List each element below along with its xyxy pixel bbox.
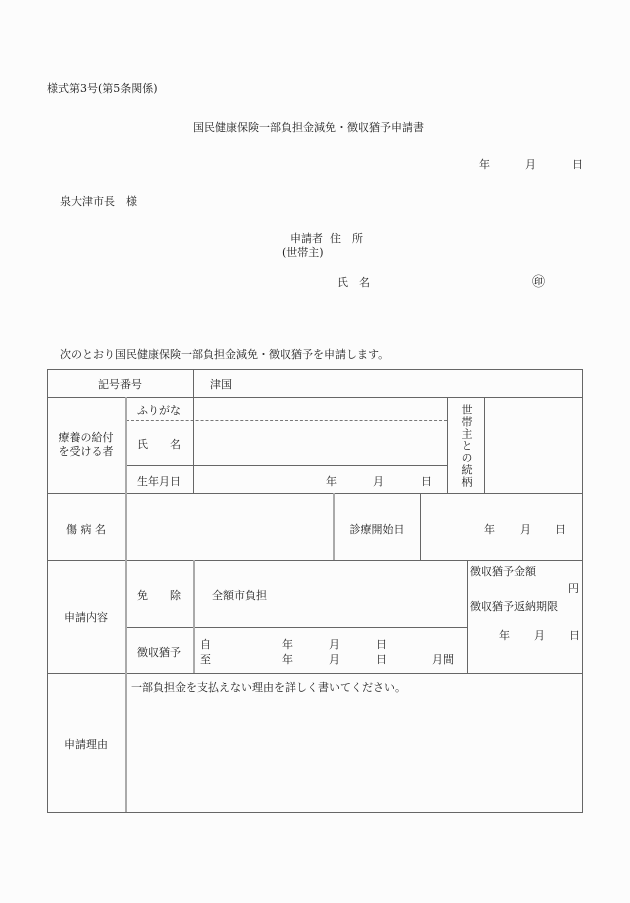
reason-instruction: 一部負担金を支払えない理由を詳しく書いてください。 xyxy=(131,681,406,694)
deferral-from-year[interactable]: 年 xyxy=(282,638,293,651)
reason-field[interactable] xyxy=(127,695,581,811)
householder-label: (世帯主) xyxy=(282,246,324,259)
exemption-label: 免 除 xyxy=(137,589,181,602)
reason-label: 申請理由 xyxy=(64,738,108,751)
deferral-from-month[interactable]: 月 xyxy=(329,638,340,651)
recipient-name-field[interactable] xyxy=(194,421,446,464)
symbol-number-field[interactable]: 津国 xyxy=(210,378,232,391)
treatment-start-label: 診療開始日 xyxy=(349,523,405,536)
page-title: 国民健康保険一部負担金減免・徴収猶予申請書 xyxy=(193,121,424,134)
form-number: 様式第3号(第5条関係) xyxy=(47,82,158,95)
deferral-from-prefix: 自 xyxy=(200,638,211,651)
deferral-period[interactable]: 月間 xyxy=(432,653,454,666)
relation-label: 世帯主との続柄 xyxy=(460,404,473,488)
deferral-to-day[interactable]: 日 xyxy=(376,653,387,666)
birthdate-day[interactable]: 日 xyxy=(421,475,432,488)
recipient-label: 療養の給付 を受ける者 xyxy=(58,431,114,458)
deferral-label: 徴収猶予 xyxy=(137,646,181,659)
furigana-label: ふりがな xyxy=(137,404,181,417)
deferral-deadline-day[interactable]: 日 xyxy=(569,629,580,642)
disease-field[interactable] xyxy=(127,494,332,559)
deferral-deadline-month[interactable]: 月 xyxy=(534,629,545,642)
date-month: 月 xyxy=(525,158,536,171)
furigana-field[interactable] xyxy=(194,398,446,419)
applicant-name-label: 氏 名 xyxy=(337,276,370,289)
treatment-start-day[interactable]: 日 xyxy=(555,523,566,536)
request-content-label: 申請内容 xyxy=(64,611,108,624)
intro-text: 次のとおり国民健康保険一部負担金減免・徴収猶予を申請します。 xyxy=(60,348,390,361)
disease-label: 傷 病 名 xyxy=(66,523,106,536)
date-day: 日 xyxy=(572,158,583,171)
recipient-name-label: 氏 名 xyxy=(137,438,181,451)
treatment-start-month[interactable]: 月 xyxy=(520,523,531,536)
deferral-to-month[interactable]: 月 xyxy=(329,653,340,666)
yen-unit: 円 xyxy=(568,582,579,595)
deferral-to-prefix: 至 xyxy=(200,653,211,666)
deferral-amount-label: 徴収猶予金額 xyxy=(470,565,536,578)
symbol-number-label: 記号番号 xyxy=(98,378,142,391)
deferral-deadline-label: 徴収猶予返納期限 xyxy=(470,600,558,613)
applicant-label: 申請者 xyxy=(290,232,323,245)
exemption-value: 全額市負担 xyxy=(212,589,267,602)
addressee: 泉大津市長 様 xyxy=(60,195,137,208)
deferral-deadline-year[interactable]: 年 xyxy=(499,629,510,642)
address-label: 住 所 xyxy=(330,232,363,245)
relation-field[interactable] xyxy=(485,398,581,492)
deferral-to-year[interactable]: 年 xyxy=(282,653,293,666)
birthdate-month[interactable]: 月 xyxy=(373,475,384,488)
seal-icon: ㊞ xyxy=(532,275,546,290)
birthdate-label: 生年月日 xyxy=(137,475,181,488)
birthdate-year[interactable]: 年 xyxy=(326,475,337,488)
treatment-start-year[interactable]: 年 xyxy=(484,523,495,536)
date-year: 年 xyxy=(479,158,490,171)
deferral-from-day[interactable]: 日 xyxy=(376,638,387,651)
